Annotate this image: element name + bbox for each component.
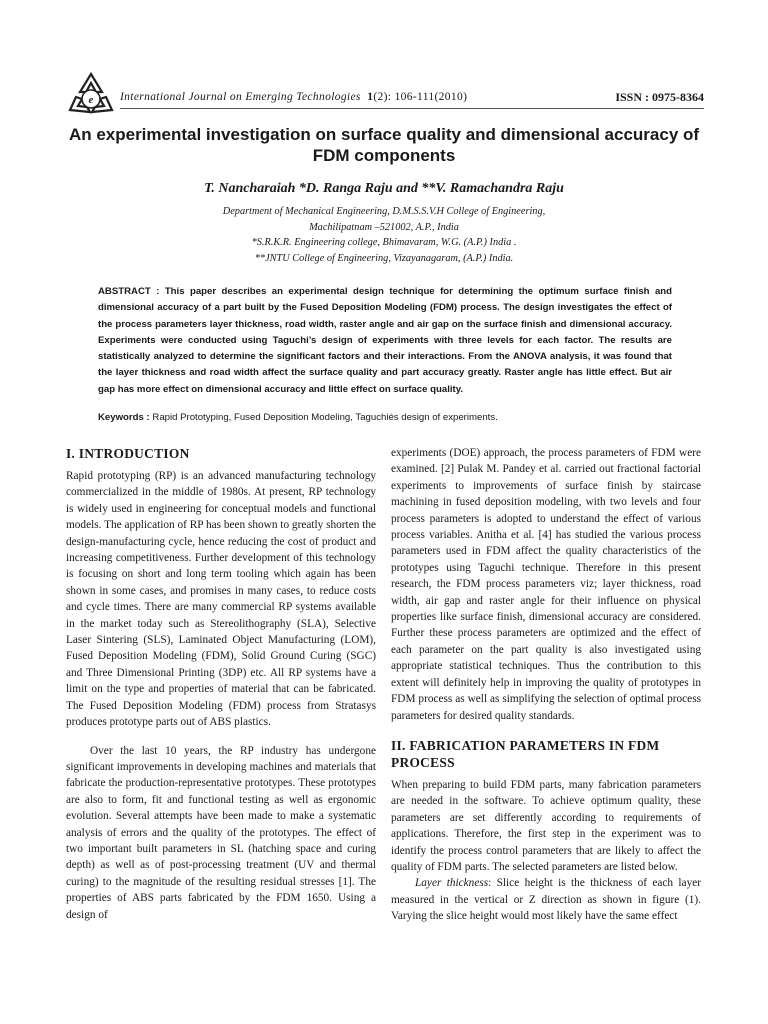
journal-issue-pages: (2): 106-111(2010) [373,91,468,103]
keywords-label: Keywords : [98,412,150,423]
term-description: : Slice height is the thickness of each layer measured in the vertical or Z direction as shown in figure (1). Varying the slice height would most likely have the same effect [391,877,701,923]
authors: T. Nancharaiah *D. Ranga Raju and **V. Ramachandra Raju [204,181,564,196]
affiliation-line: *S.R.K.R. Engineering college, Bhimavaram, W.G. (A.P.) India . [251,237,517,248]
keywords [98,412,672,423]
section-heading-introduction: I. INTRODUCTION [66,446,190,461]
affiliation-line: Department of Mechanical Engineering, D.M.S.S.V.H College of Engineering, [222,206,546,217]
paragraph: Over the last 10 years, the RP industry has undergone significant improvements in developing machines and materials that fabricate the production-representative prototypes. These prototypes are also to form, fit and functional testing as well as ergonomic evolution. Several attempts have been made to make a systematic analysis of errors and the quality of the prototypes. The effect of two important built parameters in SL (hatching space and curing depth) as well as of post-processing treatment (UV and thermal curing) to the magnitude of the resulting residual stresses [1]. The properties of ABS parts fabricated by the FDM 1650. Using a design of [66,744,376,921]
recycling-logo-icon [66,70,116,118]
affiliations [60,204,708,266]
journal-name: International Journal on Emerging Technologies 1(2): 106-111(2010) [120,91,468,103]
issn: ISSN : 0975-8364 [615,90,704,104]
paper-title: An experimental investigation on surface quality and dimensional accuracy of FDM components [68,125,700,165]
header-rule [120,108,704,109]
keywords-text: Rapid Prototyping, Fused Deposition Modeling, Taguchiés design of experiments. [152,412,498,423]
affiliation-line: Machilipatnam –521002, A.P., India [309,221,459,233]
term-layer-thickness: Layer thickness [415,877,489,890]
abstract: ABSTRACT : This paper describes an experimental design technique for determining the optimum surface finish and dimensional accuracy of a part built by the Fused Deposition Modeling (FDM) process. The design investigates the effect of the process parameters layer thickness, road width, raster angle and air gap on the surface finish and dimensional accuracy. Experiments were conducted using Taguchi’s design of experiments with three levels for each factor. The results are statistically analyzed to determine the significant factors and their interactions. From the ANOVA analysis, it was found that the layer thickness and road width affect the surface quality and part accuracy greatly. Raster angle has little effect. But air gap has more effect on dimensional accuracy and little effect on surface quality. [98,286,672,395]
section-heading-fabrication: II. FABRICATION PARAMETERS IN FDM PROCESS [391,737,660,770]
affiliation-line: **JNTU College of Engineering, Vizayanagaram, (A.P.) India. [254,252,514,264]
journal-volume: 1 [367,91,374,103]
right-column [391,445,701,925]
paragraph-layer-thickness [391,875,701,924]
paragraph: Rapid prototyping (RP) is an advanced manufacturing technology commercialized in the middle of 1980s. At present, RP technology is widely used in engineering for conceptual models and functional models. The application of RP has been shown to greatly shorten the design-manufacturing cycle, hence reducing the cost of product and increasing competitiveness. Further development of this technology is focusing on short and long term tooling which again has been shown in some cases, and promises in many cases, to reduce costs and cycle times. There are many commercial RP systems available in the market today such as Stereolithography (SLA), Selective Laser Sintering (SLS), Laminated Object Manufacturing (LOM), Fused Deposition Modeling (FDM), Solid Ground Curing (SGC) and Three Dimensional Printing (3DP) etc. All RP systems have a limit on the type and properties of material that can be fabricated. The Fused Deposition Modeling (FDM) process from Stratasys produces prototype parts out of ABS plastics. [66,470,376,729]
paragraph: experiments (DOE) approach, the process parameters of FDM were examined. [2] Pulak M. Pandey et al. carried out fractional factorial experiments to improvements of surface finish by staircase machining in fused deposition modeling, with two levels and four process parameters is adopted to understand the effect of various process variables. Anitha et al. [4] has studied the various process parameters used in FDM affect the quality characteristics of the prototypes using Taguchi technique. Therefore in this present research, the FDM process parameters viz; layer thickness, road width, air gap and raster angle for their influence on physical properties like surface finish, dimensional accuracy are considered. Further these process parameters are optimized and the effect of each parameter on the part quality is also investigated using appropriate statistical techniques. Thus the contribution to this extent will definitely help in improving the quality of prototypes in FDM process as well as simplifying the selection of optimal process parameters for desired quality standards. [391,447,701,722]
svg-text:e: e [88,94,94,106]
paragraph: When preparing to build FDM parts, many fabrication parameters are needed in the software. To achieve optimum quality, these parameters are set differently according to requirements of applications. Therefore, the first step in the experiment was to identify the process control parameters that are likely to affect the quality of FDM parts. The selected parameters are listed below. [391,778,701,873]
left-column [66,445,376,923]
